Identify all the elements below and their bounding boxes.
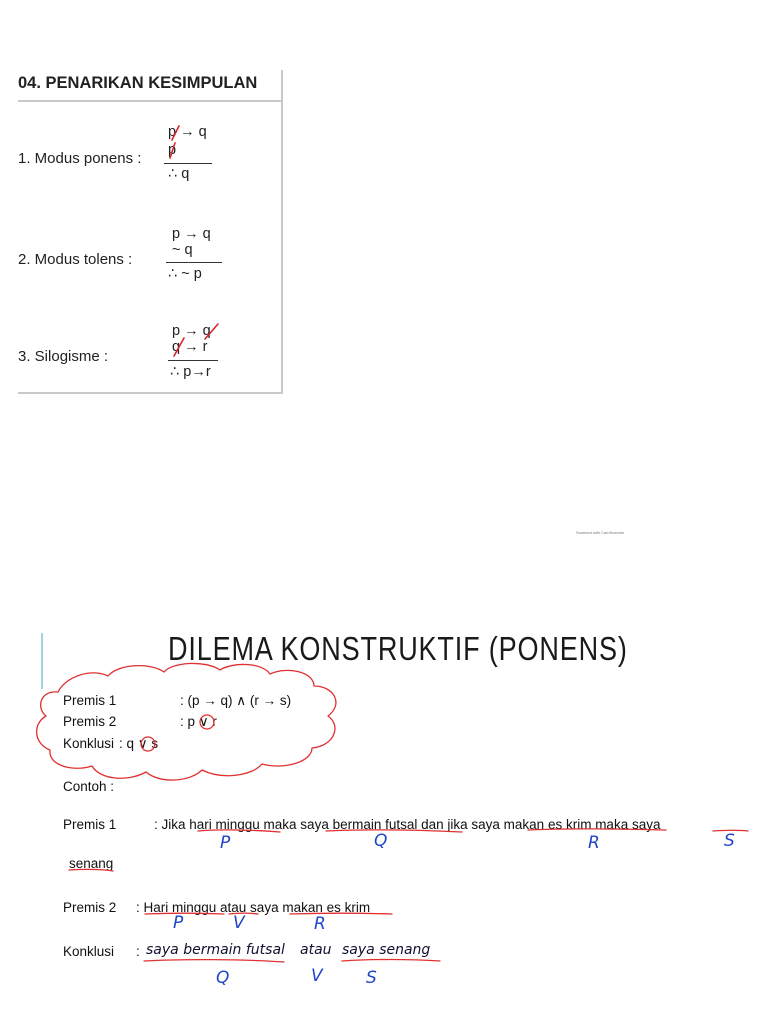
underline-saya: [713, 830, 748, 831]
underline-saya-makan-es-krim: [528, 829, 666, 830]
modus-tolens-premise2: ~ q: [172, 242, 193, 258]
mark-v2: V: [233, 913, 245, 933]
hand-konklusi-atau: atau: [300, 942, 332, 958]
underline-saya-bermain-futsal-2: [144, 960, 284, 962]
premis1-value: : (p → q) ∧ (r → s): [180, 693, 292, 708]
mark-v3: V: [311, 966, 323, 986]
silogisme-conclusion: ∴ p→r: [170, 364, 211, 380]
premis2-value: : p ∨ r: [180, 714, 217, 729]
example-premis2-text: : Hari minggu atau saya makan es krim: [136, 900, 371, 915]
modus-tolens-premise1: p → q: [172, 226, 211, 242]
mark-r2: R: [314, 914, 326, 934]
modus-ponens-label: 1. Modus ponens :: [18, 150, 142, 167]
contoh-label: Contoh :: [63, 779, 115, 794]
konklusi-label: Konklusi: [63, 736, 115, 751]
example-premis1-text: : Jika hari minggu maka saya bermain futsal dan jika saya makan es krim maka saya: [154, 817, 661, 832]
premis2-label: Premis 2: [63, 714, 117, 729]
slide-title: DILEMA KONSTRUKTIF (PONENS): [168, 630, 628, 667]
underline-atau: [229, 913, 258, 914]
underline-hari-minggu: [198, 830, 280, 832]
example-premis1-label: Premis 1: [63, 817, 117, 832]
mark-q3: Q: [216, 968, 230, 988]
modus-ponens-premise1: p → q: [168, 124, 207, 140]
underline-senang: [69, 869, 113, 871]
example-premis2-label: Premis 2: [63, 900, 117, 915]
example-premis1-continued: senang: [69, 856, 114, 871]
underline-saya-bermain-futsal: [326, 830, 462, 832]
scanner-watermark: Scanned with CamScanner: [576, 530, 625, 535]
box-title: 04. PENARIKAN KESIMPULAN: [18, 74, 258, 92]
mark-p2: P: [173, 913, 184, 933]
hand-konklusi-s: saya senang: [342, 942, 431, 958]
modus-tolens-label: 2. Modus tolens :: [18, 251, 133, 268]
modus-tolens-conclusion: ∴ ~ p: [168, 266, 202, 282]
mark-q: Q: [374, 831, 388, 851]
premis1-label: Premis 1: [63, 693, 117, 708]
konklusi-value: : q ∨ s: [119, 736, 159, 751]
example-konklusi-colon: :: [136, 944, 140, 959]
hand-konklusi-q: saya bermain futsal: [146, 942, 285, 958]
silogisme-premise2: q → r: [172, 339, 208, 355]
mark-r: R: [588, 833, 600, 853]
underline-saya-senang: [342, 960, 440, 962]
example-konklusi-label: Konklusi: [63, 944, 115, 959]
circle-or-konklusi: [141, 737, 155, 751]
circle-or-premis2: [200, 715, 214, 729]
silogisme-premise1: p → q: [172, 323, 211, 339]
mark-s: S: [724, 831, 735, 851]
silogisme-label: 3. Silogisme :: [18, 348, 109, 365]
mark-p: P: [220, 833, 231, 853]
modus-ponens-conclusion: ∴ q: [168, 166, 190, 182]
modus-ponens-premise2: p: [168, 142, 177, 158]
underline-hari-minggu-2: [145, 913, 224, 914]
mark-s3: S: [366, 968, 377, 988]
highlight-cloud: [37, 663, 336, 780]
underline-saya-makan-es-krim-2: [290, 913, 392, 914]
